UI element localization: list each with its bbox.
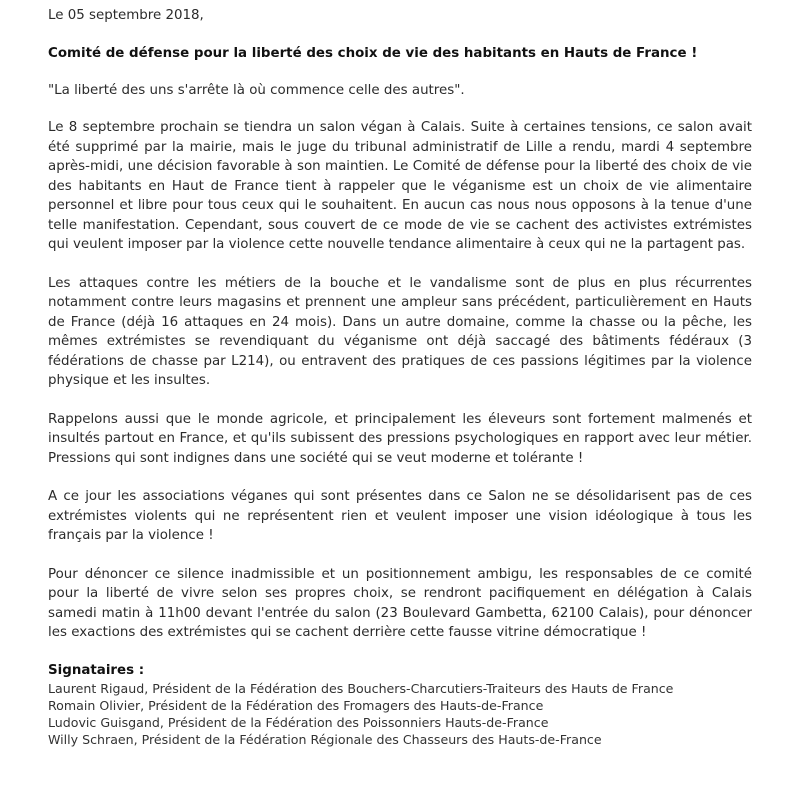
- document-date: Le 05 septembre 2018,: [48, 8, 204, 23]
- signatory: Romain Olivier, Président de la Fédération des Fromagers des Hauts-de-France: [48, 697, 544, 713]
- document-title: Comité de défense pour la liberté des choix de vie des habitants en Hauts de France !: [48, 46, 698, 61]
- signatory: Ludovic Guisgand, Président de la Fédération des Poissonniers Hauts-de-France: [48, 714, 549, 730]
- signatories-list: [48, 680, 752, 748]
- paragraph-salon-vegan: Le 8 septembre prochain se tiendra un salon végan à Calais. Suite à certaines tensions, ce salon avait été supprimé par la mairie, mais le juge du tribunal administratif de Lille a rendu, mardi 4 septembre après-midi, une décision favorable à son maintien. Le Comité de défense pour la liberté des choix de vie des habitants en Haut de France tient à rappeler que le véganisme est un choix de vie alimentaire personnel et libre pour tous ceux qui le souhaitent. En aucun cas nous nous opposons à la tenue d'une telle manifestation. Cependant, sous couvert de ce mode de vie se cachent des activistes extrémistes qui veulent imposer par la violence cette nouvelle tendance alimentaire à ceux qui ne la partagent pas.: [48, 120, 752, 252]
- signatory: Laurent Rigaud, Président de la Fédération des Bouchers-Charcutiers-Traiteurs des Hauts de France: [48, 680, 674, 696]
- press-release-page: [48, 6, 752, 748]
- paragraph-monde-agricole: Rappelons aussi que le monde agricole, et principalement les éleveurs sont fortement malmenés et insultés partout en France, et qu'ils subissent des pressions psychologiques en rapport avec leur métier. Pressions qui sont indignes dans une société qui se veut moderne et tolérante !: [48, 411, 752, 466]
- signatories-heading: Signataires :: [48, 662, 145, 678]
- paragraph-associations: A ce jour les associations véganes qui sont présentes dans ce Salon ne se désolidarisent pas de ces extrémistes violents qui ne représentent rien et veulent imposer une vision idéologique à tous les français par la violence !: [48, 489, 752, 543]
- signatory: Willy Schraen, Président de la Fédération Régionale des Chasseurs des Hauts-de-France: [48, 731, 602, 747]
- document-quote: "La liberté des uns s'arrête là où commence celle des autres".: [48, 83, 465, 98]
- paragraph-attaques: Les attaques contre les métiers de la bouche et le vandalisme sont de plus en plus récurrentes notamment contre leurs magasins et prennent une ampleur sans précédent, particulièrement en Hauts de France (déjà 16 attaques en 24 mois). Dans un autre domaine, comme la chasse ou la pêche, les mêmes extrémistes se revendiquant du véganisme ont déjà saccagé des bâtiments fédéraux (3 fédérations de chasse par L214), ou entravent des pratiques de ces passions légitimes par la violence physique et les insultes.: [48, 275, 752, 388]
- paragraph-delegation: Pour dénoncer ce silence inadmissible et un positionnement ambigu, les responsables de ce comité pour la liberté de vivre selon ses propres choix, se rendront pacifiquement en délégation à Calais samedi matin à 11h00 devant l'entrée du salon (23 Boulevard Gambetta, 62100 Calais), pour dénoncer les exactions des extrémistes qui se cachent derrière cette fausse vitrine démocratique !: [48, 566, 752, 640]
